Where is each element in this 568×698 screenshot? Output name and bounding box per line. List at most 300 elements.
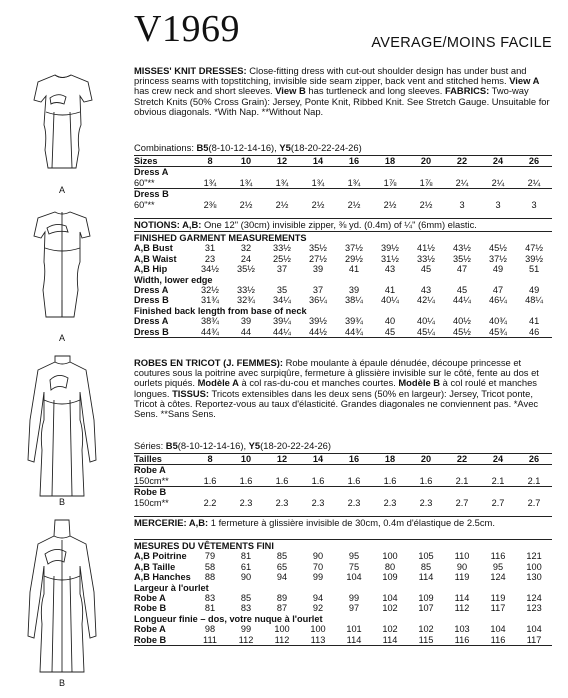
- measure-cell: 105: [418, 551, 434, 562]
- measure-label: A,B Taille: [134, 561, 176, 572]
- dress-b-back-sketch: [28, 520, 96, 672]
- divider: [134, 231, 552, 232]
- measure-cell: 111: [192, 635, 228, 646]
- yardage-cell: 2.3: [383, 497, 397, 508]
- measure-cell: 104: [346, 572, 362, 583]
- measure-cell: 99: [312, 572, 324, 583]
- measure-cell: 43: [420, 285, 432, 296]
- yardage-cell: 2.7: [491, 497, 505, 508]
- section-title-row: [134, 541, 552, 551]
- measure-cell: 94: [276, 572, 288, 583]
- table-row: [134, 551, 552, 561]
- mercerie-text: 1 fermeture à glissière invisible de 30cm, 0.4m d'élastique de 2.5cm.: [208, 517, 495, 528]
- yardage-cell: 2⅜: [203, 199, 217, 210]
- measure-label: A,B Hanches: [134, 572, 191, 583]
- model-b-text: à col roulé et manches longues.: [134, 377, 537, 399]
- measure-cell: 98: [204, 624, 216, 635]
- measure-cell: 104: [526, 624, 542, 635]
- description-text: Close-fitting dress with cut-out shoulder design has under bust and princess seams with topstitching, invisible side seam zipper, back vent and stitched hems.: [134, 65, 527, 87]
- measure-cell: 32¾: [237, 295, 255, 306]
- measure-cell: 99: [240, 624, 252, 635]
- measure-cell: 39½: [525, 253, 544, 264]
- size-cell: 8: [192, 156, 228, 167]
- mesures-table: [134, 541, 552, 646]
- measure-cell: 83: [240, 603, 252, 614]
- measure-cell: 45¾: [480, 327, 516, 338]
- sizes-label: Sizes: [134, 156, 192, 167]
- size-cell: 14: [300, 454, 336, 465]
- dress-a-label: Dress A: [134, 167, 169, 178]
- yardage-cell: 1⅞: [408, 178, 444, 189]
- french-description-text: Robe moulante à épaule dénudée, découpe princesse et coutures sous la poitrine avec surpiqûre, fermeture à glissière invisible sur le côté, fente au dos et ourlets piqués.: [134, 357, 539, 389]
- notions-label: NOTIONS: A,B:: [134, 219, 202, 230]
- measure-cell: 37: [276, 264, 288, 275]
- measure-cell: 109: [382, 572, 398, 583]
- yardage-cell: 3: [459, 199, 465, 210]
- size-cell: 24: [480, 156, 516, 167]
- series-y5: Y5: [248, 440, 261, 451]
- measure-cell: 110: [454, 551, 470, 562]
- measure-cell: 85: [276, 551, 288, 562]
- measure-cell: 39: [312, 264, 324, 275]
- measure-cell: 89: [276, 593, 288, 604]
- yardage-cell: 1.6: [192, 476, 228, 487]
- measure-cell: 41: [528, 316, 540, 327]
- measure-cell: 124: [526, 593, 542, 604]
- yardage-cell: 2.3: [347, 497, 361, 508]
- measure-cell: 44¼: [453, 295, 471, 306]
- measure-cell: 37½: [345, 243, 363, 254]
- measure-cell: 39: [240, 316, 252, 327]
- yardage-cell: 1¾: [192, 178, 228, 189]
- size-cell: 10: [228, 454, 264, 465]
- yardage-cell: 3: [495, 199, 501, 210]
- measure-cell: 42¼: [417, 295, 435, 306]
- section-title-row: [134, 614, 552, 624]
- measure-cell: 95: [492, 561, 504, 572]
- fabrics-text: Two-way Stretch Knits (50% Cross Grain): Jersey, Ponte Knit, Ribbed Knit. See Stretch Gauge. Unsuitable for obvious diagonals. *With Nap. **Without Nap.: [134, 85, 550, 117]
- measure-cell: 116: [444, 635, 480, 646]
- measure-cell: 114: [454, 593, 470, 604]
- measure-cell: 43½: [453, 243, 471, 254]
- view-name-row: [134, 465, 552, 476]
- measure-cell: 35: [276, 285, 288, 296]
- yardage-cell: 1¾: [336, 178, 372, 189]
- measure-cell: 35½: [237, 264, 255, 275]
- table-row: [134, 285, 552, 295]
- yardage-cell: 1¾: [300, 178, 336, 189]
- measure-label: A,B Poitrine: [134, 551, 187, 562]
- size-cell: 26: [516, 156, 552, 167]
- size-cell: 24: [480, 454, 516, 465]
- measure-cell: 100: [382, 551, 398, 562]
- measure-cell: 41: [384, 285, 396, 296]
- measure-label: Dress B: [134, 327, 192, 338]
- measure-cell: 104: [382, 593, 398, 604]
- tissus-label: TISSUS:: [172, 387, 210, 399]
- measure-cell: 33½: [237, 285, 255, 296]
- series-y5-sizes: (18-20-22-24-26): [260, 440, 331, 451]
- measure-cell: 81: [240, 551, 252, 562]
- measure-cell: 112: [454, 603, 470, 614]
- width-title: Width, lower edge: [134, 274, 213, 285]
- measure-cell: 40½: [453, 316, 471, 327]
- table-row: [134, 635, 552, 646]
- measure-cell: 46¼: [489, 295, 507, 306]
- view-name-row: [134, 487, 552, 498]
- table-row: [134, 316, 552, 326]
- robe-title: ROBES EN TRICOT (J. FEMMES):: [134, 357, 283, 368]
- table-row: [134, 200, 552, 210]
- fabric-width: 60"**: [134, 199, 155, 210]
- measure-label: Robe B: [134, 603, 167, 614]
- measure-cell: 114: [372, 635, 408, 646]
- sketch-label-a-back: A: [59, 333, 66, 343]
- measure-cell: 34¼: [273, 295, 291, 306]
- measure-cell: 31: [204, 243, 216, 254]
- measure-cell: 40: [384, 316, 396, 327]
- measure-cell: 94: [312, 593, 324, 604]
- measure-cell: 109: [418, 593, 434, 604]
- series-label: Séries:: [134, 440, 166, 451]
- yardage-cell: 2½: [239, 199, 253, 210]
- measure-cell: 85: [240, 593, 252, 604]
- table-row: [134, 562, 552, 572]
- mercerie-line: [134, 518, 552, 528]
- measure-cell: 36¼: [309, 295, 327, 306]
- measure-cell: 117: [516, 635, 552, 646]
- fabric-width: 60"**: [134, 178, 192, 189]
- yardage-cell: 3: [531, 199, 537, 210]
- measure-cell: 35½: [309, 243, 327, 254]
- difficulty-label: AVERAGE/MOINS FACILE: [371, 35, 552, 51]
- sketch-label-a-front: A: [59, 185, 66, 195]
- measure-cell: 65: [276, 561, 288, 572]
- measure-cell: 39¾: [345, 316, 363, 327]
- measure-cell: 40¾: [489, 316, 507, 327]
- measure-cell: 44¾: [192, 327, 228, 338]
- measure-cell: 45: [372, 327, 408, 338]
- measure-cell: 37½: [489, 253, 507, 264]
- measure-cell: 31½: [381, 253, 399, 264]
- measure-cell: 102: [418, 624, 434, 635]
- measure-cell: 45¼: [408, 327, 444, 338]
- measure-cell: 33½: [273, 243, 291, 254]
- tailles-row: [134, 454, 552, 465]
- combinations-line: [134, 143, 362, 153]
- measure-cell: 100: [274, 624, 290, 635]
- measure-cell: 39: [348, 285, 360, 296]
- measure-cell: 117: [490, 603, 506, 614]
- yardage-cell: 1.6: [372, 476, 408, 487]
- measure-cell: 31¾: [201, 295, 219, 306]
- measure-cell: 100: [310, 624, 326, 635]
- section-title-row: [134, 275, 552, 285]
- view-a-label: View A: [509, 75, 540, 87]
- measure-cell: 43: [384, 264, 396, 275]
- length-title: Finished back length from base of neck: [134, 305, 307, 316]
- measure-cell: 46: [516, 327, 552, 338]
- mercerie-label: MERCERIE: A,B:: [134, 517, 209, 528]
- combination-b5: B5: [196, 142, 209, 153]
- measure-cell: 45: [420, 264, 432, 275]
- yardage-cell: 2.3: [239, 497, 253, 508]
- finished-measurements-table: [134, 233, 552, 338]
- measure-cell: 119: [454, 572, 470, 583]
- size-cell: 12: [264, 454, 300, 465]
- measure-cell: 27½: [309, 253, 327, 264]
- yardage-cell: 1.6: [300, 476, 336, 487]
- measure-cell: 112: [228, 635, 264, 646]
- mesures-title: MESURES DU VÊTEMENTS FINI: [134, 541, 274, 551]
- measure-cell: 37: [312, 285, 324, 296]
- measure-cell: 104: [490, 624, 506, 635]
- yardage-cell: 2.7: [527, 497, 541, 508]
- measure-cell: 70: [312, 561, 324, 572]
- sizes-row: [134, 156, 552, 167]
- measure-cell: 83: [204, 593, 216, 604]
- metrage-table: [134, 453, 552, 508]
- size-cell: 22: [444, 156, 480, 167]
- measure-cell: 116: [480, 635, 516, 646]
- size-cell: 20: [408, 156, 444, 167]
- table-row: [134, 593, 552, 603]
- fabric-width: 150cm**: [134, 476, 192, 487]
- measure-label: Dress B: [134, 295, 169, 306]
- section-title-row: [134, 233, 552, 243]
- dress-a-back-sketch: [34, 212, 90, 317]
- measure-cell: 39½: [309, 316, 327, 327]
- notions-text: One 12" (30cm) invisible zipper, ⅜ yd. (0.4m) of ¼" (6mm) elastic.: [201, 219, 477, 230]
- english-description: [134, 66, 552, 117]
- measure-cell: 23: [204, 253, 216, 264]
- yardage-cell: 1¾: [228, 178, 264, 189]
- yardage-cell: 2½: [347, 199, 361, 210]
- measure-label: A,B Hip: [134, 264, 168, 275]
- measure-cell: 115: [408, 635, 444, 646]
- yardage-cell: 2.3: [275, 497, 289, 508]
- view-name-row: [134, 167, 552, 178]
- yardage-cell: 2½: [311, 199, 325, 210]
- size-cell: 12: [264, 156, 300, 167]
- measure-cell: 90: [240, 572, 252, 583]
- measure-cell: 116: [490, 551, 506, 562]
- yardage-cell: 2½: [275, 199, 289, 210]
- measure-cell: 38¾: [201, 316, 219, 327]
- measure-cell: 88: [204, 572, 216, 583]
- measure-cell: 58: [204, 561, 216, 572]
- measure-cell: 44¼: [264, 327, 300, 338]
- view-name-row: [134, 189, 552, 200]
- view-b-text: has turtleneck and long sleeves.: [305, 85, 445, 97]
- measure-cell: 99: [348, 593, 360, 604]
- measure-cell: 41: [348, 264, 360, 275]
- measure-cell: 87: [276, 603, 288, 614]
- finished-measurements-title: FINISHED GARMENT MEASUREMENTS: [134, 233, 307, 243]
- yardage-cell: 1.6: [336, 476, 372, 487]
- measure-cell: 48¼: [525, 295, 544, 306]
- measure-cell: 32½: [201, 285, 219, 296]
- measure-cell: 80: [384, 561, 396, 572]
- size-cell: 18: [372, 454, 408, 465]
- table-row: [134, 327, 552, 338]
- robe-a-label: Robe A: [134, 465, 166, 476]
- combination-y5: Y5: [279, 142, 291, 153]
- measure-label: Robe B: [134, 635, 192, 646]
- pattern-code: V1969: [134, 8, 240, 50]
- sketch-column: [0, 0, 128, 693]
- measure-cell: 51: [528, 264, 540, 275]
- technical-sketches: [0, 0, 128, 693]
- dress-b-label: Dress B: [134, 189, 169, 200]
- yardage-cell: 2.1: [444, 476, 480, 487]
- measure-cell: 40¼: [417, 316, 435, 327]
- size-cell: 16: [336, 454, 372, 465]
- yardage-cell: 2½: [383, 199, 397, 210]
- yardage-cell: 2.3: [311, 497, 325, 508]
- measure-cell: 49: [528, 285, 540, 296]
- measure-label: A,B Waist: [134, 253, 177, 264]
- measure-cell: 45½: [489, 243, 507, 254]
- tailles-label: Tailles: [134, 454, 192, 465]
- size-cell: 8: [192, 454, 228, 465]
- series-b5-sizes: (8-10-12-14-16),: [177, 440, 249, 451]
- size-cell: 26: [516, 454, 552, 465]
- yardage-cell: 2½: [419, 199, 433, 210]
- sketch-label-b-front: B: [59, 497, 66, 507]
- measure-cell: 81: [204, 603, 216, 614]
- measure-cell: 24: [240, 253, 252, 264]
- measure-cell: 35½: [453, 253, 471, 264]
- size-cell: 14: [300, 156, 336, 167]
- table-row: [134, 603, 552, 613]
- measure-cell: 47½: [525, 243, 544, 254]
- measure-cell: 107: [418, 603, 434, 614]
- measure-label: Robe A: [134, 624, 166, 635]
- fabrics-label: FABRICS:: [444, 85, 490, 97]
- table-row: [134, 178, 552, 189]
- measure-cell: 38¼: [345, 295, 363, 306]
- size-cell: 20: [408, 454, 444, 465]
- measure-cell: 113: [300, 635, 336, 646]
- yardage-cell: 2.3: [419, 497, 433, 508]
- measure-cell: 124: [490, 572, 506, 583]
- longueur-title: Longueur finie – dos, votre nuque à l'ourlet: [134, 613, 323, 624]
- measure-cell: 130: [526, 572, 542, 583]
- table-row: [134, 243, 552, 253]
- notions-line: [134, 220, 477, 230]
- measure-cell: 45: [456, 285, 468, 296]
- measure-cell: 103: [454, 624, 470, 635]
- measure-cell: 61: [240, 561, 252, 572]
- yardage-cell: 2¼: [444, 178, 480, 189]
- model-b-label: Modèle B: [398, 377, 441, 389]
- sketch-label-b-back: B: [59, 678, 66, 688]
- section-title-row: [134, 583, 552, 593]
- series-line: [134, 441, 331, 451]
- measure-cell: 34½: [201, 264, 219, 275]
- view-b-label: View B: [275, 85, 306, 97]
- table-row: [134, 572, 552, 582]
- yardage-cell: 1.6: [408, 476, 444, 487]
- model-a-text: à col ras-du-cou et manches courtes.: [238, 377, 399, 389]
- measure-cell: 121: [526, 551, 542, 562]
- size-cell: 18: [372, 156, 408, 167]
- yardage-cell: 2.1: [480, 476, 516, 487]
- measure-cell: 92: [312, 603, 324, 614]
- measure-cell: 44¾: [336, 327, 372, 338]
- measure-label: Dress A: [134, 316, 169, 327]
- table-row: [134, 498, 552, 508]
- measure-cell: 29½: [345, 253, 363, 264]
- measure-cell: 114: [336, 635, 372, 646]
- table-row: [134, 295, 552, 305]
- measure-cell: 47: [492, 285, 504, 296]
- measure-cell: 39½: [381, 243, 399, 254]
- table-row: [134, 254, 552, 264]
- yardage-cell: 1.6: [228, 476, 264, 487]
- measure-cell: 47: [456, 264, 468, 275]
- dress-title: MISSES' KNIT DRESSES:: [134, 65, 247, 76]
- measure-cell: 79: [204, 551, 216, 562]
- measure-cell: 40¼: [381, 295, 399, 306]
- view-a-text: has crew neck and short sleeves.: [134, 85, 276, 97]
- yardage-cell: 2¼: [516, 178, 552, 189]
- measure-cell: 97: [348, 603, 360, 614]
- measure-cell: 41½: [417, 243, 435, 254]
- yardage-cell: 2.2: [203, 497, 217, 508]
- largeur-title: Largeur à l'ourlet: [134, 582, 209, 593]
- measure-label: Dress A: [134, 285, 169, 296]
- measure-label: Robe A: [134, 593, 166, 604]
- measure-cell: 32: [240, 243, 252, 254]
- measure-cell: 33½: [417, 253, 435, 264]
- yardage-table: [134, 155, 552, 210]
- model-a-label: Modèle A: [197, 377, 239, 389]
- measure-cell: 44½: [300, 327, 336, 338]
- measure-cell: 75: [348, 561, 360, 572]
- measure-cell: 102: [382, 624, 398, 635]
- measure-cell: 90: [312, 551, 324, 562]
- measure-cell: 119: [490, 593, 506, 604]
- measure-cell: 101: [346, 624, 362, 635]
- table-row: [134, 264, 552, 274]
- tissus-text: Tricots extensibles dans les deux sens (50% en largeur): Jersey, Tricot ponte, Tricot à côtes. Reportez-vous au taux d'élasticité. Grandes diagonales ne conviennent pas. *Avec Sens. **Sans Sens.: [134, 387, 539, 420]
- measure-label: A,B Bust: [134, 243, 173, 254]
- size-cell: 16: [336, 156, 372, 167]
- fabric-width: 150cm**: [134, 497, 169, 508]
- size-cell: 22: [444, 454, 480, 465]
- table-row: [134, 624, 552, 634]
- french-description: [134, 358, 552, 419]
- measure-cell: 100: [526, 561, 542, 572]
- yardage-cell: 1¾: [264, 178, 300, 189]
- measure-cell: 112: [264, 635, 300, 646]
- yardage-cell: 1.6: [264, 476, 300, 487]
- yardage-cell: 1⅞: [372, 178, 408, 189]
- divider: [134, 539, 552, 540]
- measure-cell: 45½: [444, 327, 480, 338]
- measure-cell: 90: [456, 561, 468, 572]
- dress-a-front-sketch: [34, 75, 92, 168]
- measure-cell: 95: [348, 551, 360, 562]
- measure-cell: 85: [420, 561, 432, 572]
- yardage-cell: 2.7: [455, 497, 469, 508]
- measure-cell: 102: [382, 603, 398, 614]
- robe-b-label: Robe B: [134, 487, 167, 498]
- measure-cell: 49: [492, 264, 504, 275]
- section-title-row: [134, 306, 552, 316]
